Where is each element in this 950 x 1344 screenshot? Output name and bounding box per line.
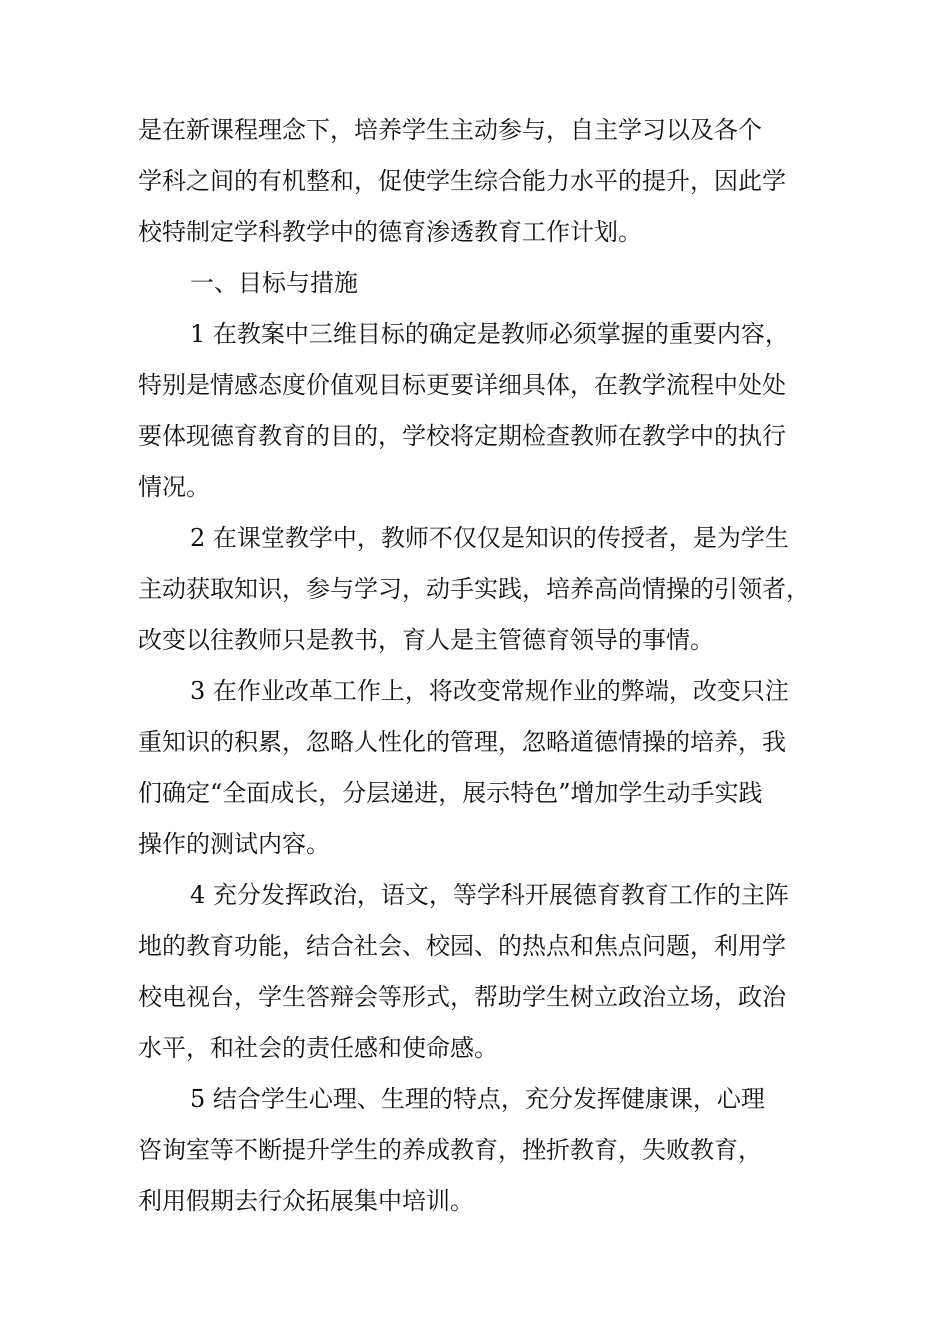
text-line: 主动获取知识，参与学习，动手实践，培养高尚情操的引领者， bbox=[138, 575, 810, 603]
text-line: 操作的测试内容。 bbox=[138, 830, 330, 858]
section-heading-paragraph bbox=[138, 258, 838, 309]
item-2-paragraph bbox=[138, 513, 838, 666]
text-line: 改变以往教师只是教书，育人是主管德育领导的事情。 bbox=[138, 626, 714, 654]
text-line: 4 充分发挥政治，语文，等学科开展德育教育工作的主阵 bbox=[190, 881, 789, 909]
item-1-paragraph bbox=[138, 309, 838, 513]
text-line: 咨询室等不断提升学生的养成教育，挫折教育，失败教育， bbox=[138, 1136, 762, 1164]
item-4-paragraph bbox=[138, 870, 838, 1074]
text-line: 特别是情感态度价值观目标更要详细具体，在教学流程中处处 bbox=[138, 371, 786, 399]
document-body bbox=[138, 105, 838, 1227]
item-3-paragraph bbox=[138, 666, 838, 870]
text-line: 利用假期去行众拓展集中培训。 bbox=[138, 1187, 474, 1215]
text-line: 是在新课程理念下，培养学生主动参与，自主学习以及各个 bbox=[138, 116, 762, 144]
text-line: 校特制定学科教学中的德育渗透教育工作计划。 bbox=[138, 218, 642, 246]
text-line: 校电视台，学生答辩会等形式，帮助学生树立政治立场，政治 bbox=[138, 983, 786, 1011]
text-line: 1 在教案中三维目标的确定是教师必须掌握的重要内容， bbox=[190, 320, 789, 348]
section-heading: 一、目标与措施 bbox=[190, 269, 358, 297]
text-line: 们确定“全面成长，分层递进，展示特色”增加学生动手实践 bbox=[138, 779, 763, 807]
text-line: 地的教育功能，结合社会、校园、的热点和焦点问题，利用学 bbox=[138, 932, 786, 960]
text-line: 5 结合学生心理、生理的特点，充分发挥健康课，心理 bbox=[190, 1085, 765, 1113]
text-line: 情况。 bbox=[138, 473, 210, 501]
text-line: 水平，和社会的责任感和使命感。 bbox=[138, 1034, 498, 1062]
text-line: 重知识的积累，忽略人性化的管理，忽略道德情操的培养，我 bbox=[138, 728, 786, 756]
text-line: 要体现德育教育的目的，学校将定期检查教师在教学中的执行 bbox=[138, 422, 786, 450]
intro-paragraph bbox=[138, 105, 838, 258]
text-line: 3 在作业改革工作上，将改变常规作业的弊端，改变只注 bbox=[190, 677, 789, 705]
text-line: 学科之间的有机整和，促使学生综合能力水平的提升，因此学 bbox=[138, 167, 786, 195]
text-line: 2 在课堂教学中，教师不仅仅是知识的传授者，是为学生 bbox=[190, 524, 789, 552]
item-5-paragraph bbox=[138, 1074, 838, 1227]
